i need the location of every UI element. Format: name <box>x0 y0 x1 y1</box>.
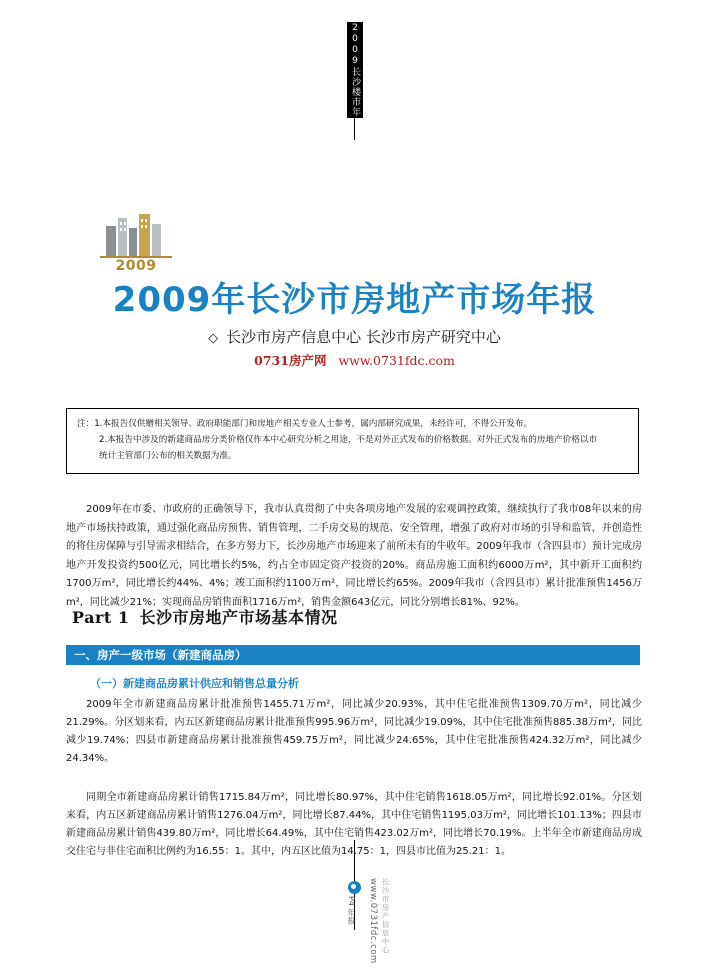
body-paragraph-2: 同期全市新建商品房累计销售1715.84万m²，同比增长80.97%，其中住宅销售1618.05万m²，同比增长92.01%。分区划来看，内五区新建商品房累计销售1276.04万m²，同比增长87.44%，其中住宅销售1195.03万m²，同比增长101.13%；四县市新建商品房累计销售439.80万m²，同比增长64.49%，其中住宅销售423.02万m²，同比增长70.19%。上半年全市新建商品房成交住宅与非住宅面积比例约为16.55：1。其中，内五区比值为14.75：1，四县市比值为25.21：1。 <box>66 792 642 857</box>
site-name-cn: 0731房产网 <box>254 353 327 368</box>
footer-dot-icon <box>348 881 361 894</box>
site-url[interactable]: www.0731fdc.com <box>338 353 455 368</box>
part-heading <box>72 605 338 628</box>
part-number: Part 1 <box>72 608 130 627</box>
site-line <box>0 351 709 369</box>
body-paragraph-1: 2009年全市新建商品房累计批准预售1455.71万m²，同比减少20.93%，其中住宅批准预售1309.70万m²，同比减少21.29%。分区划来看，内五区新建商品房累计批准预售995.96万m²，同比减少19.09%，其中住宅批准预售885.38万m²，同比减少19.74%；四县市新建商品房累计批准预售459.75万m²，同比减少24.65%，其中住宅批准预售424.32万m²，同比减少24.34%。 <box>66 699 642 764</box>
footer-url: www.0731fdc.com <box>368 878 378 964</box>
part-title: 长沙市房地产市场基本情况 <box>139 608 338 627</box>
intro-paragraph: 2009年在市委、市政府的正确领导下，我市认真贯彻了中央各项房地产发展的宏观调控政策，继续执行了我市08年以来的房地产市场扶持政策，通过强化商品房预售、销售管理，二手房交易的规范、安全管理，增强了政府对市场的引导和监管，并创造性的将住房保障与引导需求相结合，在多方努力下，长沙房地产市场迎来了前所未有的牛收年。2009年我市（含四县市）预计完成房地产开发投资约500亿元，同比增长约5%，约占全市固定资产投资的20%。商品房施工面积约6000万m²，其中新开工面积约1700万m²，同比增长约44%、4%；竣工面积约1100万m²，同比增长约65%。2009年我市（含四县市）累计批准预售1456万m²，同比减少21%；实现商品房销售面积1716万m²，销售金额643亿元，同比分别增长81%、92%。 <box>66 504 642 608</box>
subtitle <box>0 326 709 347</box>
logo-year: 2009 <box>115 258 157 274</box>
building-logo-icon <box>100 212 172 274</box>
note-box <box>66 408 639 474</box>
section-heading: 一、房产一级市场（新建商品房） <box>66 645 640 665</box>
footer-org: 长沙市房产信息中心 <box>381 878 390 955</box>
diamond-icon: ◇ <box>208 331 219 346</box>
page-title: 2009年长沙市房地产市场年报 <box>112 280 597 320</box>
spine-label: 2009长沙楼市年报 <box>347 22 363 118</box>
footer-page-number: P4 年报 <box>347 896 356 925</box>
note-line-1: 注：1.本报告仅供赠相关领导、政府职能部门和房地产相关专业人士参考，属内部研究成果，未经许可，不得公开发布。 <box>77 419 533 429</box>
spine-rule-top <box>354 118 355 140</box>
note-line-2: 2.本报告中涉及的新建商品房分类价格仅作本中心研究分析之用途，不是对外正式发布的价格数据。对外正式发布的房地产价格以市 <box>99 435 598 446</box>
subtitle-text: 长沙市房产信息中心 长沙市房产研究中心 <box>226 328 501 346</box>
note-line-3: 统计主管部门公布的相关数据为准。 <box>99 451 237 462</box>
subsection-heading: （一）新建商品房累计供应和销售总量分析 <box>90 677 299 690</box>
